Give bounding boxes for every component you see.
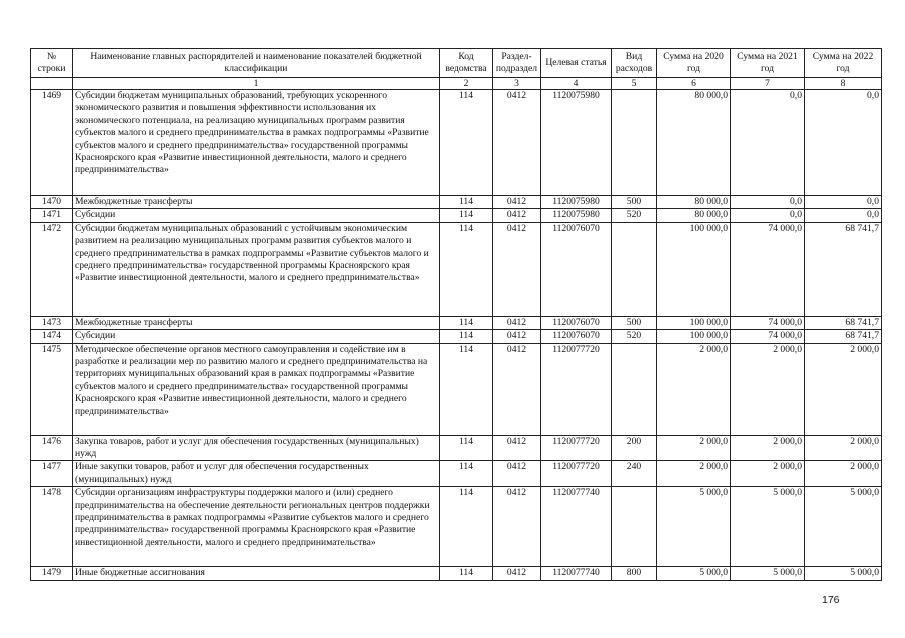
- row-sum-2020: 80 000,0: [657, 90, 731, 196]
- row-section: 0412: [493, 222, 541, 316]
- row-name: Субсидии бюджетам муниципальных образований с устойчивым экономическим развитием на реализацию муниципальных программ развития субъектов малого и среднего предпринимательства в рамках подпрограммы «Развитие субъектов малого и среднего предпринимательства» государственной программы Красноярского края «Развитие инвестиционной деятельности, малого и среднего предпринимательства»: [73, 222, 440, 316]
- header-target-article: Целевая статья: [541, 49, 612, 78]
- column-number: 7: [731, 78, 805, 90]
- row-target-article: 1120076070: [541, 330, 612, 343]
- row-sum-2021: 74 000,0: [731, 330, 805, 343]
- row-expense-type: 520: [612, 330, 657, 343]
- header-sum-2020: Сумма на 2020 год: [657, 49, 731, 78]
- table-row: [31, 343, 882, 435]
- row-sum-2020: 2 000,0: [657, 435, 731, 461]
- row-sum-2021: 2 000,0: [731, 435, 805, 461]
- budget-table: [30, 48, 882, 581]
- row-number: 1475: [31, 343, 73, 435]
- row-name: Субсидии организациям инфраструктуры поддержки малого и (или) среднего предпринимательства на обеспечение деятельности региональных центров поддержки предпринимательства в рамках подпрограммы «Развитие субъектов малого и среднего предпринимательства» государственной программы Красноярского края «Развитие инвестиционной деятельности, малого и среднего предпринимательства»: [73, 487, 440, 567]
- row-section: 0412: [493, 487, 541, 567]
- row-sum-2020: 100 000,0: [657, 222, 731, 316]
- header-department-code: Код ведомства: [440, 49, 493, 78]
- row-number: 1477: [31, 461, 73, 487]
- row-sum-2021: 74 000,0: [731, 316, 805, 329]
- row-sum-2020: 5 000,0: [657, 567, 731, 580]
- table-row: [31, 330, 882, 343]
- row-name: Иные закупки товаров, работ и услуг для обеспечения государственных (муниципальных) нужд: [73, 461, 440, 487]
- row-department-code: 114: [440, 343, 493, 435]
- row-target-article: 1120075980: [541, 90, 612, 196]
- row-number: 1469: [31, 90, 73, 196]
- row-section: 0412: [493, 209, 541, 222]
- row-sum-2020: 5 000,0: [657, 487, 731, 567]
- row-sum-2021: 0,0: [731, 90, 805, 196]
- row-sum-2020: 80 000,0: [657, 196, 731, 209]
- row-sum-2022: 0,0: [805, 90, 882, 196]
- row-target-article: 1120077740: [541, 487, 612, 567]
- column-number-empty: [31, 78, 73, 90]
- row-department-code: 114: [440, 567, 493, 580]
- row-expense-type: 520: [612, 209, 657, 222]
- table-row: [31, 222, 882, 316]
- row-target-article: 1120077720: [541, 343, 612, 435]
- row-target-article: 1120076070: [541, 222, 612, 316]
- row-sum-2022: 5 000,0: [805, 567, 882, 580]
- column-number: 6: [657, 78, 731, 90]
- row-number: 1473: [31, 316, 73, 329]
- row-section: 0412: [493, 196, 541, 209]
- row-name: Субсидии: [73, 330, 440, 343]
- row-target-article: 1120077720: [541, 461, 612, 487]
- row-section: 0412: [493, 316, 541, 329]
- row-department-code: 114: [440, 316, 493, 329]
- table-row: [31, 196, 882, 209]
- table-row: [31, 316, 882, 329]
- row-sum-2020: 100 000,0: [657, 316, 731, 329]
- row-department-code: 114: [440, 90, 493, 196]
- row-sum-2021: 0,0: [731, 209, 805, 222]
- column-number: 2: [440, 78, 493, 90]
- row-name: Субсидии: [73, 209, 440, 222]
- row-section: 0412: [493, 435, 541, 461]
- row-expense-type: 500: [612, 316, 657, 329]
- table-row: [31, 567, 882, 580]
- row-sum-2021: 5 000,0: [731, 487, 805, 567]
- row-sum-2022: 2 000,0: [805, 461, 882, 487]
- row-section: 0412: [493, 343, 541, 435]
- header-sum-2022: Сумма на 2022 год: [805, 49, 882, 78]
- row-sum-2020: 100 000,0: [657, 330, 731, 343]
- row-name: Иные бюджетные ассигнования: [73, 567, 440, 580]
- row-target-article: 1120075980: [541, 209, 612, 222]
- row-sum-2022: 0,0: [805, 196, 882, 209]
- row-sum-2020: 2 000,0: [657, 343, 731, 435]
- column-number: 5: [612, 78, 657, 90]
- row-name: Межбюджетные трансферты: [73, 316, 440, 329]
- row-section: 0412: [493, 567, 541, 580]
- row-section: 0412: [493, 90, 541, 196]
- table-body: [31, 90, 882, 581]
- row-department-code: 114: [440, 196, 493, 209]
- row-sum-2021: 0,0: [731, 196, 805, 209]
- row-name: Методическое обеспечение органов местного самоуправления и содействие им в разработке и реализации мер по развитию малого и среднего предпринимательства на территориях муниципальных образований края в рамках подпрограммы «Развитие субъектов малого и среднего предпринимательства» государственной программы Красноярского края «Развитие инвестиционной деятельности, малого и среднего предпринимательства»: [73, 343, 440, 435]
- row-target-article: 1120077720: [541, 435, 612, 461]
- row-expense-type: 500: [612, 196, 657, 209]
- row-expense-type: 800: [612, 567, 657, 580]
- row-section: 0412: [493, 330, 541, 343]
- row-sum-2022: 0,0: [805, 209, 882, 222]
- row-target-article: 1120076070: [541, 316, 612, 329]
- row-sum-2020: 2 000,0: [657, 461, 731, 487]
- header-name: Наименование главных распорядителей и наименование показателей бюджетной классификации: [73, 49, 440, 78]
- row-sum-2021: 5 000,0: [731, 567, 805, 580]
- row-name: Субсидии бюджетам муниципальных образований, требующих ускоренного экономического развития и повышения эффективности использования их экономического потенциала, на реализацию муниципальных программ развития субъектов малого и среднего предпринимательства в рамках подпрограммы «Развитие субъектов малого и среднего предпринимательства» государственной программы Красноярского края «Развитие инвестиционной деятельности, малого и среднего предпринимательства»: [73, 90, 440, 196]
- row-sum-2021: 2 000,0: [731, 461, 805, 487]
- row-department-code: 114: [440, 209, 493, 222]
- row-expense-type: [612, 222, 657, 316]
- row-expense-type: [612, 90, 657, 196]
- row-sum-2022: 2 000,0: [805, 343, 882, 435]
- row-expense-type: [612, 487, 657, 567]
- table-row: [31, 90, 882, 196]
- page-number: 176: [822, 594, 840, 606]
- row-sum-2021: 2 000,0: [731, 343, 805, 435]
- row-sum-2022: 68 741,7: [805, 222, 882, 316]
- column-number: 1: [73, 78, 440, 90]
- row-number: 1472: [31, 222, 73, 316]
- row-number: 1476: [31, 435, 73, 461]
- table-row: [31, 461, 882, 487]
- header-expense-type: Вид расходов: [612, 49, 657, 78]
- table-row: [31, 435, 882, 461]
- row-target-article: 1120077740: [541, 567, 612, 580]
- row-department-code: 114: [440, 222, 493, 316]
- table-row: [31, 487, 882, 567]
- row-sum-2022: 68 741,7: [805, 316, 882, 329]
- row-sum-2020: 80 000,0: [657, 209, 731, 222]
- row-department-code: 114: [440, 330, 493, 343]
- table-row: [31, 209, 882, 222]
- table-header: [31, 49, 882, 90]
- header-section: Раздел-подраздел: [493, 49, 541, 78]
- row-number: 1470: [31, 196, 73, 209]
- row-expense-type: [612, 343, 657, 435]
- row-number: 1471: [31, 209, 73, 222]
- row-sum-2022: 68 741,7: [805, 330, 882, 343]
- row-department-code: 114: [440, 435, 493, 461]
- row-sum-2022: 5 000,0: [805, 487, 882, 567]
- row-number: 1478: [31, 487, 73, 567]
- header-sum-2021: Сумма на 2021 год: [731, 49, 805, 78]
- row-department-code: 114: [440, 461, 493, 487]
- row-department-code: 114: [440, 487, 493, 567]
- column-number: 4: [541, 78, 612, 90]
- row-sum-2021: 74 000,0: [731, 222, 805, 316]
- column-number: 8: [805, 78, 882, 90]
- row-expense-type: 200: [612, 435, 657, 461]
- row-section: 0412: [493, 461, 541, 487]
- header-row-number: № строки: [31, 49, 73, 78]
- row-sum-2022: 2 000,0: [805, 435, 882, 461]
- row-target-article: 1120075980: [541, 196, 612, 209]
- row-expense-type: 240: [612, 461, 657, 487]
- row-number: 1479: [31, 567, 73, 580]
- row-name: Закупка товаров, работ и услуг для обеспечения государственных (муниципальных) нужд: [73, 435, 440, 461]
- row-name: Межбюджетные трансферты: [73, 196, 440, 209]
- row-number: 1474: [31, 330, 73, 343]
- column-number: 3: [493, 78, 541, 90]
